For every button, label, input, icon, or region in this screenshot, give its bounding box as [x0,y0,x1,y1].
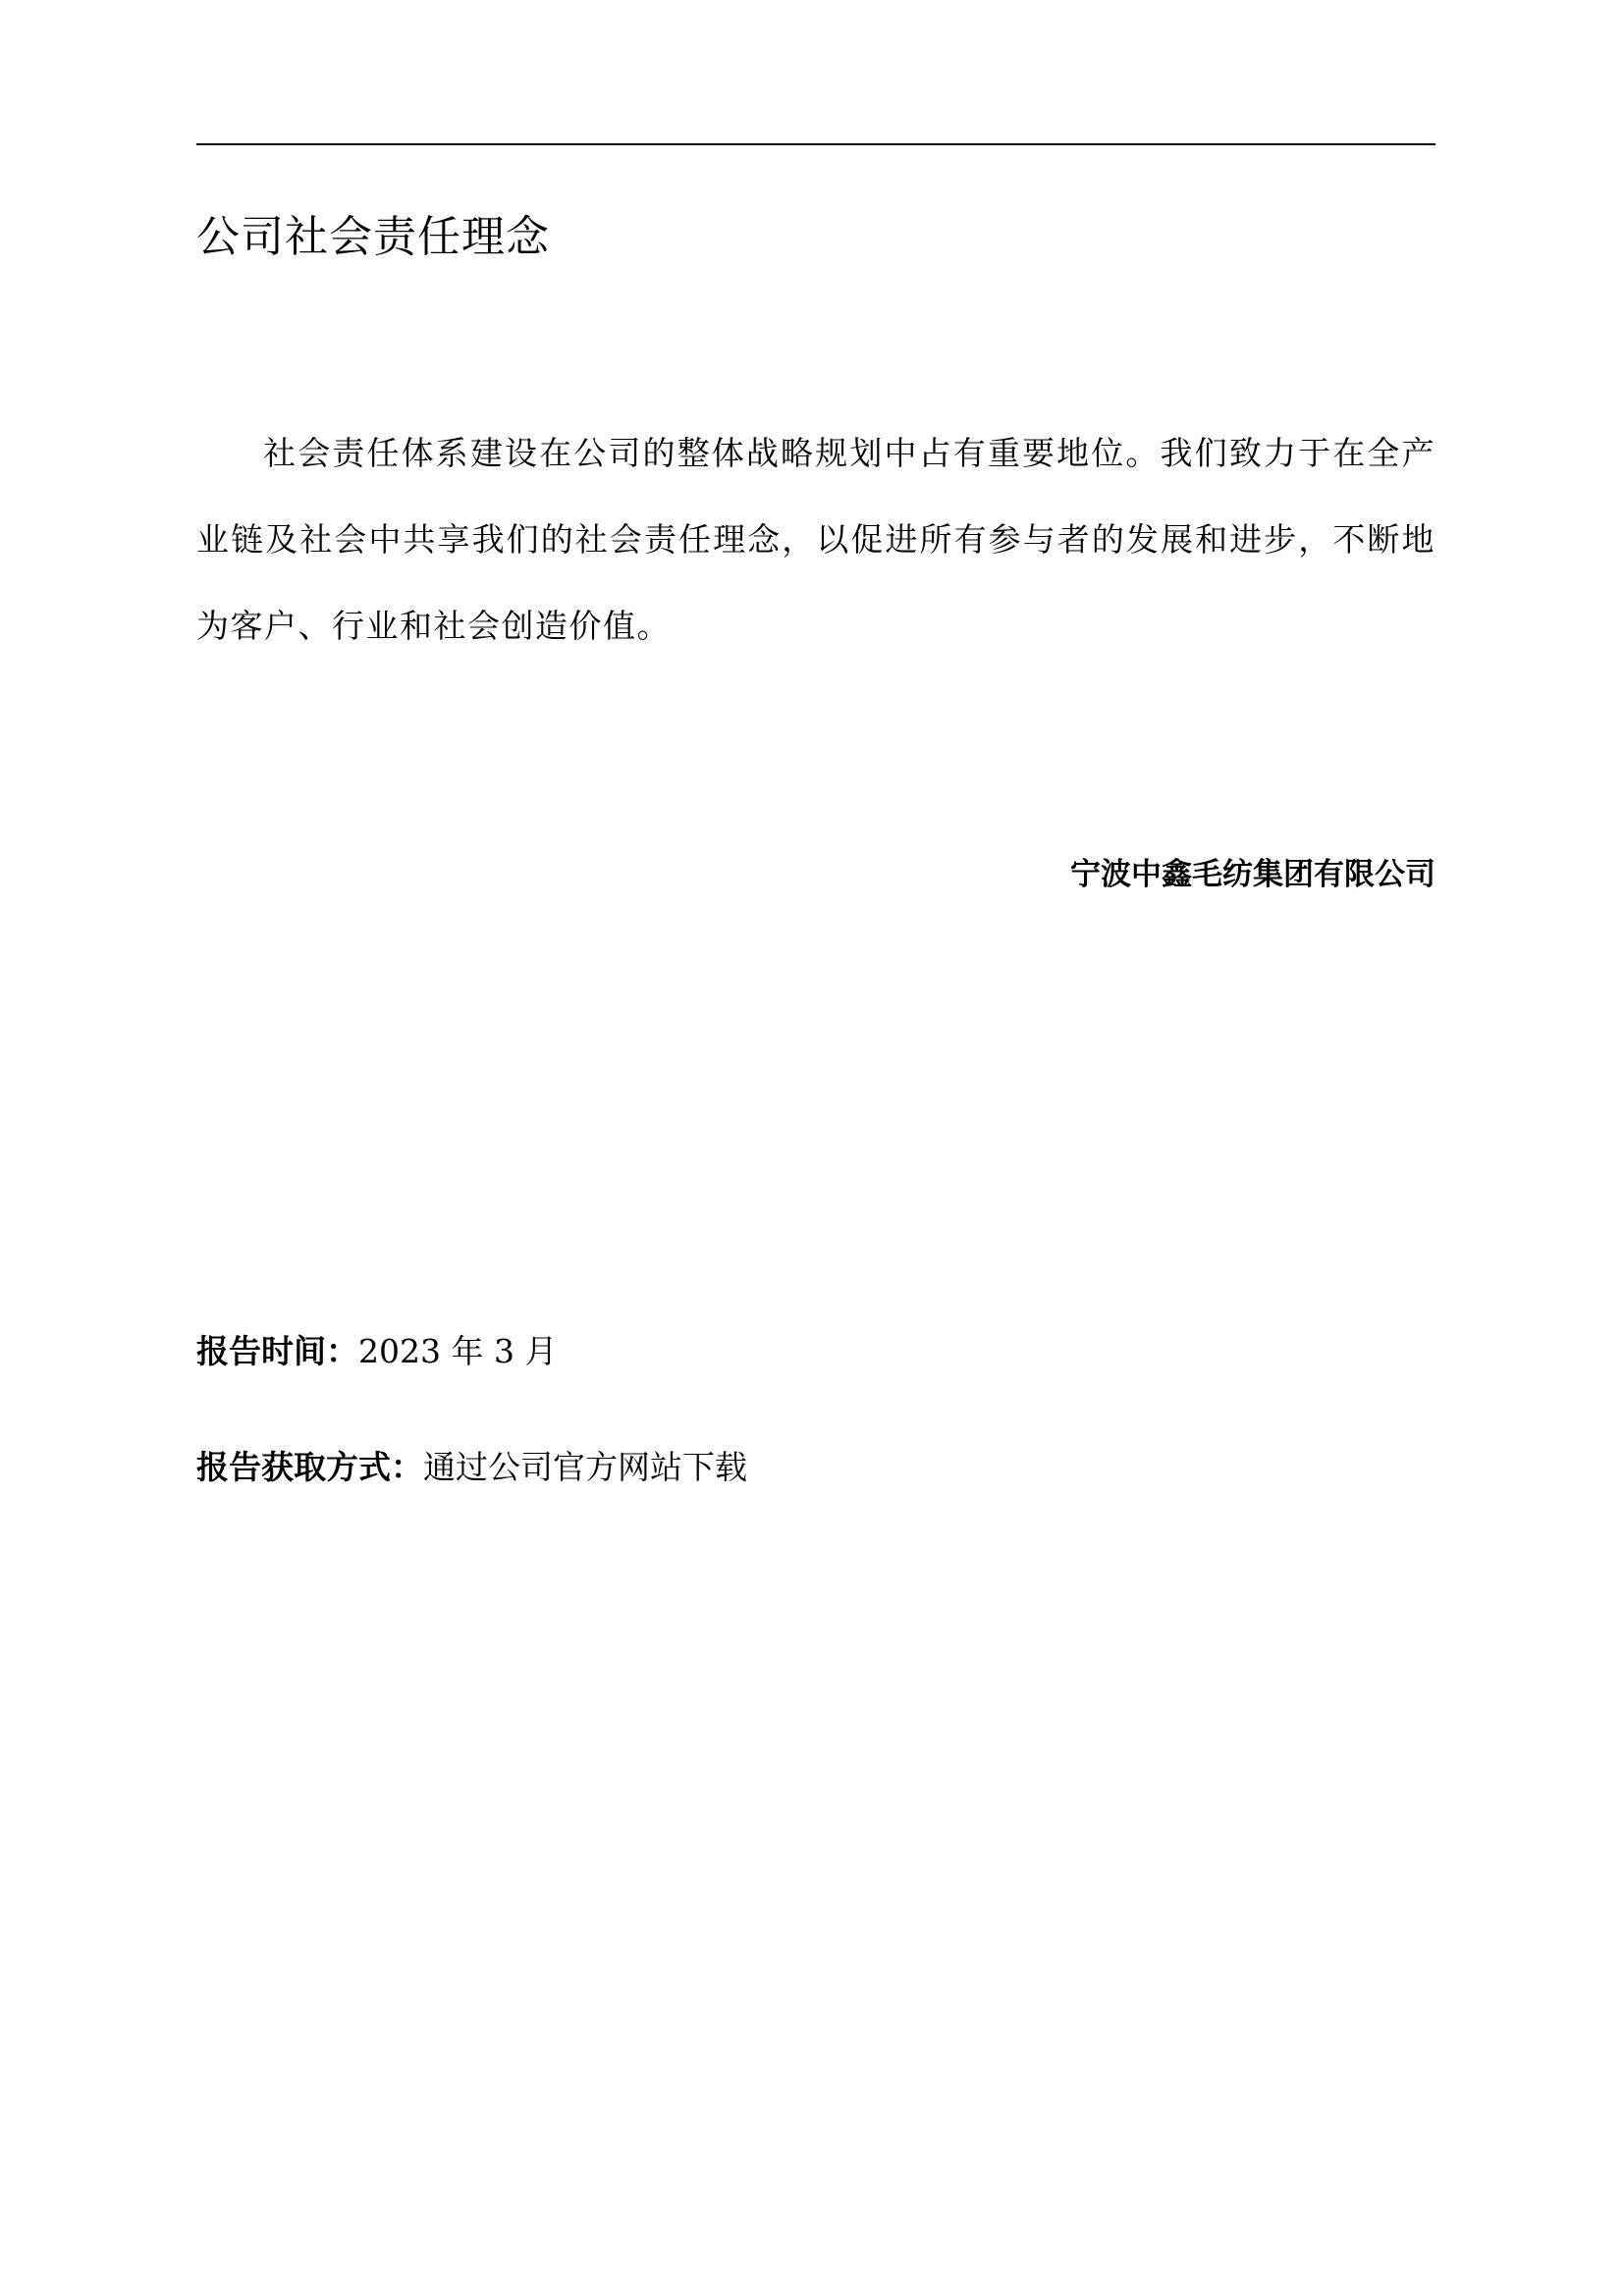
report-access-label: 报告获取方式： [196,1448,423,1486]
company-signature: 宁波中鑫毛纺集团有限公司 [1070,857,1435,892]
report-access-value: 通过公司官方网站下载 [423,1448,747,1486]
report-time-label: 报告时间： [196,1332,358,1370]
report-access-line [196,1443,747,1492]
report-time-line [196,1327,557,1376]
body-paragraph: 社会责任体系建设在公司的整体战略规划中占有重要地位。我们致力于在全产业链及社会中共享我们的社会责任理念，以促进所有参与者的发展和进步，不断地为客户、行业和社会创造价值。 [196,434,1435,645]
report-time-value: 2023 年 3 月 [358,1332,558,1370]
header-divider [196,143,1435,145]
page-title: 公司社会责任理念 [196,212,550,262]
